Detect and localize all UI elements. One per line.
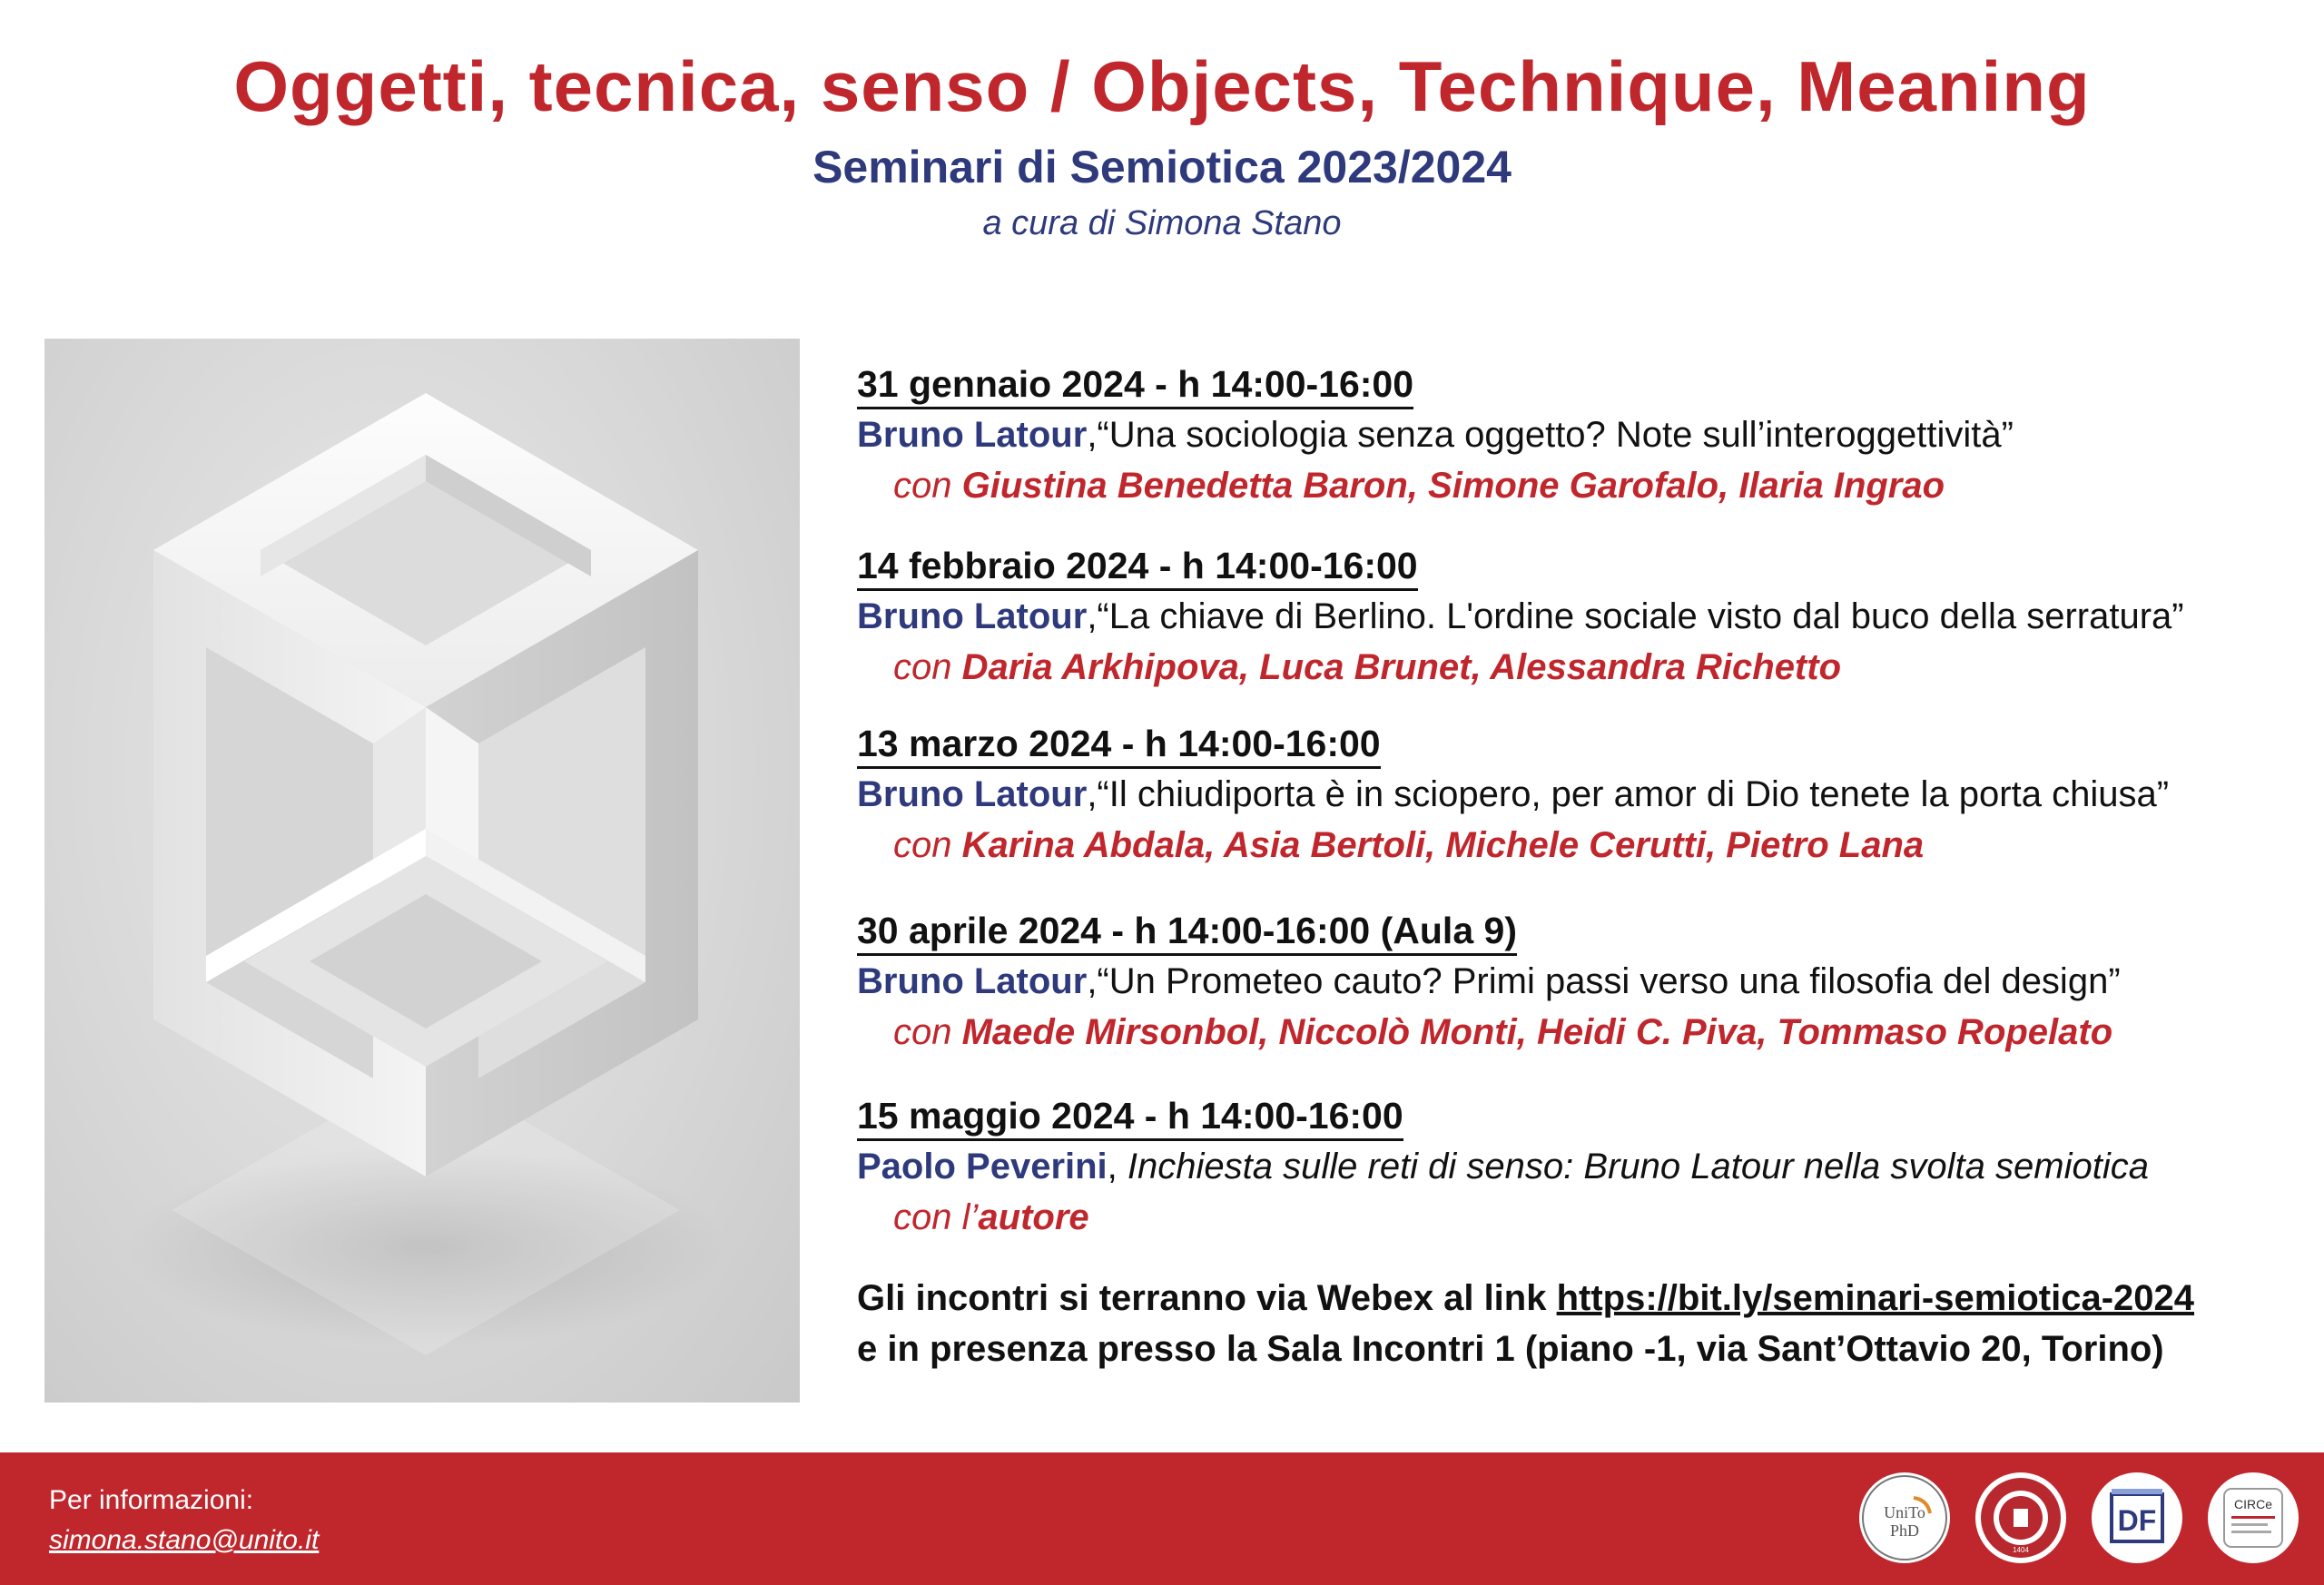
- participant-names: Karina Abdala, Asia Bertoli, Michele Cerutti, Pietro Lana: [961, 825, 1925, 865]
- title-separator: ,: [1107, 1147, 1128, 1186]
- participant-names: autore: [978, 1197, 1089, 1237]
- webex-text: Gli incontri si terranno via Webex al link: [857, 1278, 1557, 1318]
- with-prefix: con: [893, 825, 962, 865]
- event-5: [857, 1093, 2300, 1243]
- participant-names: Maede Mirsonbol, Niccolò Monti, Heidi C. Piva, Tommaso Ropelato: [961, 1012, 2113, 1052]
- webex-link[interactable]: https://bit.ly/seminari-semiotica-2024: [1556, 1278, 2195, 1318]
- event-date: 14 febbraio 2024 - h 14:00-16:00: [857, 543, 1418, 591]
- page-subtitle: Seminari di Semiotica 2023/2024: [812, 142, 1512, 192]
- svg-text:UniTo: UniTo: [1884, 1503, 1925, 1521]
- event-participants: [857, 1192, 2300, 1243]
- event-title: ,“Un Prometeo cauto? Primi passi verso una filosofia del design”: [1087, 961, 2121, 1001]
- page-title: Oggetti, tecnica, senso / Objects, Technique, Meaning: [233, 46, 2091, 126]
- event-speaker: Bruno Latour: [857, 415, 1088, 455]
- participant-names: Giustina Benedetta Baron, Simone Garofalo, Ilaria Ingrao: [961, 466, 1945, 506]
- with-prefix: con: [893, 466, 962, 506]
- event-title-line: [857, 769, 2300, 820]
- participant-names: Daria Arkhipova, Luca Brunet, Alessandra Richetto: [961, 647, 1842, 687]
- event-title-line: [857, 591, 2300, 642]
- event-participants: [857, 820, 2300, 871]
- event-title: ,“Una sociologia senza oggetto? Note sull’interoggettività”: [1087, 415, 2014, 455]
- event-title-line: [857, 956, 2300, 1007]
- dff-logo: [2092, 1472, 2182, 1563]
- event-date: 15 maggio 2024 - h 14:00-16:00: [857, 1093, 1403, 1141]
- venue-notes: [857, 1273, 2309, 1374]
- with-prefix: con: [893, 1012, 962, 1052]
- partner-logos: [1859, 1472, 2299, 1567]
- event-title: ,“Il chiudiporta è in sciopero, per amor di Dio tenete la porta chiusa”: [1087, 774, 2170, 814]
- info-label: Per informazioni:: [49, 1485, 254, 1515]
- event-title: ,“La chiave di Berlino. L'ordine sociale visto dal buco della serratura”: [1087, 596, 2184, 636]
- unito-phd-logo: [1859, 1472, 1950, 1563]
- event-1: [857, 361, 2300, 511]
- svg-text:CIRCe: CIRCe: [2233, 1497, 2273, 1511]
- event-title-line: [857, 409, 2300, 460]
- circe-logo: [2208, 1472, 2299, 1563]
- event-date: 13 marzo 2024 - h 14:00-16:00: [857, 721, 1381, 769]
- curator-line: [0, 204, 2324, 243]
- event-speaker: Paolo Peverini: [857, 1147, 1108, 1186]
- event-speaker: Bruno Latour: [857, 774, 1088, 814]
- event-title: Inchiesta sulle reti di senso: Bruno Latour nella svolta semiotica: [1127, 1147, 2149, 1186]
- contact-email-link[interactable]: simona.stano@unito.it: [49, 1525, 320, 1555]
- event-title-line: [857, 1141, 2300, 1192]
- with-prefix: con l’: [893, 1197, 979, 1237]
- svg-text:1404: 1404: [2013, 1546, 2029, 1554]
- venue-line: e in presenza presso la Sala Incontri 1 (piano -1, via Sant’Ottavio 20, Torino): [857, 1329, 2164, 1369]
- university-seal-logo: [1975, 1472, 2066, 1563]
- webex-line: [857, 1273, 2309, 1324]
- event-4: [857, 908, 2300, 1058]
- event-date: 30 aprile 2024 - h 14:00-16:00 (Aula 9): [857, 908, 1517, 956]
- event-speaker: Bruno Latour: [857, 596, 1088, 636]
- event-speaker: Bruno Latour: [857, 961, 1088, 1001]
- with-prefix: con: [893, 647, 962, 687]
- event-3: [857, 721, 2300, 871]
- curator-text: a cura di Simona Stano: [982, 204, 1342, 242]
- svg-text:PhD: PhD: [1889, 1521, 1920, 1540]
- event-date: 31 gennaio 2024 - h 14:00-16:00: [857, 361, 1413, 409]
- event-participants: [857, 642, 2300, 693]
- event-participants: [857, 1007, 2300, 1058]
- svg-text:DF: DF: [2117, 1504, 2157, 1537]
- event-participants: [857, 460, 2300, 511]
- footer-bar: [0, 1452, 2324, 1585]
- event-2: [857, 543, 2300, 693]
- impossible-cube-illustration: [44, 339, 800, 1403]
